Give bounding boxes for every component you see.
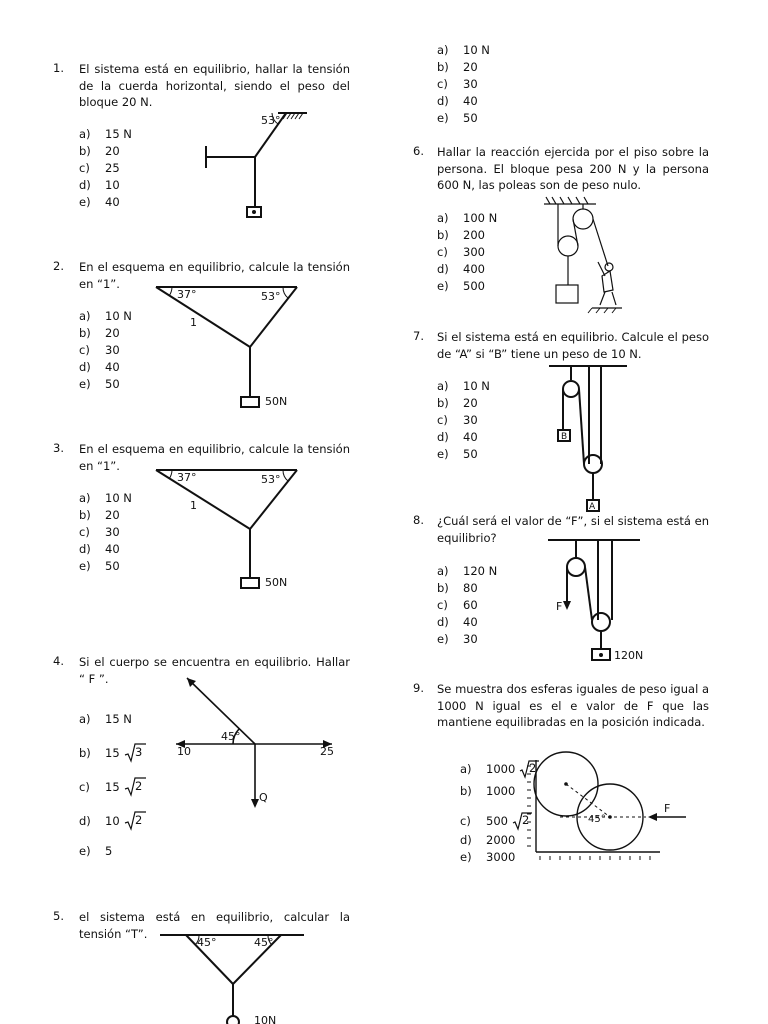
option-c[interactable]: c) 60 <box>437 598 478 612</box>
option-a[interactable]: a) 10 N <box>437 379 490 393</box>
question-number: 5. <box>53 909 64 923</box>
option-d[interactable]: d) 40 <box>79 542 120 556</box>
option-b[interactable]: b) 20 <box>437 60 478 74</box>
option-d[interactable]: d) 2000 <box>460 833 516 847</box>
option-d[interactable]: d) 400 <box>437 262 485 276</box>
svg-text:45°: 45° <box>221 730 241 743</box>
option-b[interactable]: b) 200 <box>437 228 485 242</box>
question-text: En el esquema en equilibrio, calcule la tensión en “1”. <box>79 442 350 473</box>
option-c[interactable]: c) 30 <box>437 413 478 427</box>
svg-text:2: 2 <box>529 761 537 775</box>
question-text: ¿Cuál será el valor de “F”, si el sistema está en equilibrio? <box>437 514 709 545</box>
svg-text:120N: 120N <box>614 649 644 662</box>
option-b[interactable]: b) 1000 <box>460 783 516 798</box>
svg-text:10: 10 <box>177 745 191 758</box>
option-b[interactable]: b) 20 <box>437 396 478 410</box>
option-e[interactable]: e) 3000 <box>460 850 516 864</box>
option-c[interactable]: c) 30 <box>79 525 120 539</box>
question-number: 6. <box>413 144 424 158</box>
option-a[interactable]: a) 15 N <box>79 127 132 141</box>
question-number: 4. <box>53 654 64 668</box>
option-e[interactable]: e) 50 <box>437 111 478 125</box>
svg-text:3: 3 <box>134 745 142 759</box>
question-text: el sistema está en equilibrio, calcular la tensión “T”. <box>79 910 350 941</box>
option-a[interactable]: a) 10 N <box>79 309 132 323</box>
question-number: 1. <box>53 61 64 75</box>
svg-text:25: 25 <box>320 745 334 758</box>
svg-text:F: F <box>556 600 563 613</box>
svg-text:45°: 45° <box>588 814 606 825</box>
option-a[interactable]: a) 10 N <box>79 491 132 505</box>
option-c[interactable]: c) 30 <box>79 343 120 357</box>
question-text: Si el cuerpo se encuentra en equilibrio. Hallar “ F ”. <box>79 655 350 686</box>
svg-text:10N: 10N <box>254 1014 277 1024</box>
question-text: Si el sistema está en equilibrio. Calcule el peso de “A” si “B” tiene un peso de 10 N. <box>437 330 709 361</box>
svg-text:1: 1 <box>190 316 197 329</box>
option-b[interactable]: b) 20 <box>79 508 120 522</box>
option-e[interactable]: e) 50 <box>437 447 478 461</box>
svg-text:2: 2 <box>134 813 142 827</box>
svg-text:53°: 53° <box>261 290 281 303</box>
option-a[interactable]: a) 10 N <box>437 43 490 57</box>
option-c[interactable]: c) 30 <box>437 77 478 91</box>
option-c[interactable]: c) 300 <box>437 245 485 259</box>
option-e[interactable]: e) 50 <box>79 559 120 573</box>
option-a[interactable]: a) 100 N <box>437 211 498 225</box>
svg-text:B: B <box>561 432 568 442</box>
option-d[interactable]: d) 10 <box>79 178 120 192</box>
option-c[interactable]: c) 500 2 <box>460 810 539 832</box>
option-c[interactable]: c) 15 2 <box>79 775 146 799</box>
option-d[interactable]: d) 10 2 <box>79 809 146 833</box>
option-b[interactable]: b) 20 <box>79 326 120 340</box>
svg-text:37°: 37° <box>177 471 197 484</box>
svg-text:A: A <box>589 502 596 512</box>
option-a[interactable]: a) 15 N <box>79 711 132 726</box>
svg-text:F: F <box>664 802 671 815</box>
question-text: El sistema está en equilibrio, hallar la tensión de la cuerda horizontal, siendo el peso del bloque 20 N. <box>79 62 350 109</box>
option-b[interactable]: b) 80 <box>437 581 478 595</box>
option-b[interactable]: b) 20 <box>79 144 120 158</box>
svg-text:2: 2 <box>134 779 142 793</box>
svg-text:2: 2 <box>521 813 530 827</box>
svg-text:53°: 53° <box>261 473 281 486</box>
option-e[interactable]: e) 50 <box>79 377 120 391</box>
option-d[interactable]: d) 40 <box>437 94 478 108</box>
svg-text:50N: 50N <box>265 395 288 408</box>
option-d[interactable]: d) 40 <box>79 360 120 374</box>
question-text: Hallar la reacción ejercida por el piso sobre la persona. El bloque pesa 200 N y la persona 600 N, las poleas son de peso nulo. <box>437 145 709 192</box>
angle-label: 53° <box>261 114 281 127</box>
option-e[interactable]: e) 30 <box>437 632 478 646</box>
svg-text:37°: 37° <box>177 288 197 301</box>
option-d[interactable]: d) 40 <box>437 430 478 444</box>
svg-text:1: 1 <box>190 499 197 512</box>
question-number: 9. <box>413 681 424 695</box>
question-text: Se muestra dos esferas iguales de peso igual a 1000 N igual es el e valor de F que las mantiene equilibradas en la posición indicada. <box>437 682 709 729</box>
option-c[interactable]: c) 25 <box>79 161 120 175</box>
question-text: En el esquema en equilibrio, calcule la tensión en “1”. <box>79 260 350 291</box>
svg-text:50N: 50N <box>265 576 288 589</box>
option-d[interactable]: d) 40 <box>437 615 478 629</box>
option-b[interactable]: b) 15 3 <box>79 741 146 765</box>
option-e[interactable]: e) 40 <box>79 195 120 209</box>
svg-text:Q: Q <box>259 791 268 804</box>
svg-text:45°: 45° <box>254 936 274 949</box>
question-number: 2. <box>53 259 64 273</box>
question-number: 8. <box>413 513 424 527</box>
question-number: 7. <box>413 329 424 343</box>
option-a[interactable]: a) 1000 2 <box>460 758 539 780</box>
option-a[interactable]: a) 120 N <box>437 564 498 578</box>
option-e[interactable]: e) 500 <box>437 279 485 293</box>
question-number: 3. <box>53 441 64 455</box>
option-e[interactable]: e) 5 <box>79 844 113 858</box>
svg-text:45°: 45° <box>197 936 217 949</box>
